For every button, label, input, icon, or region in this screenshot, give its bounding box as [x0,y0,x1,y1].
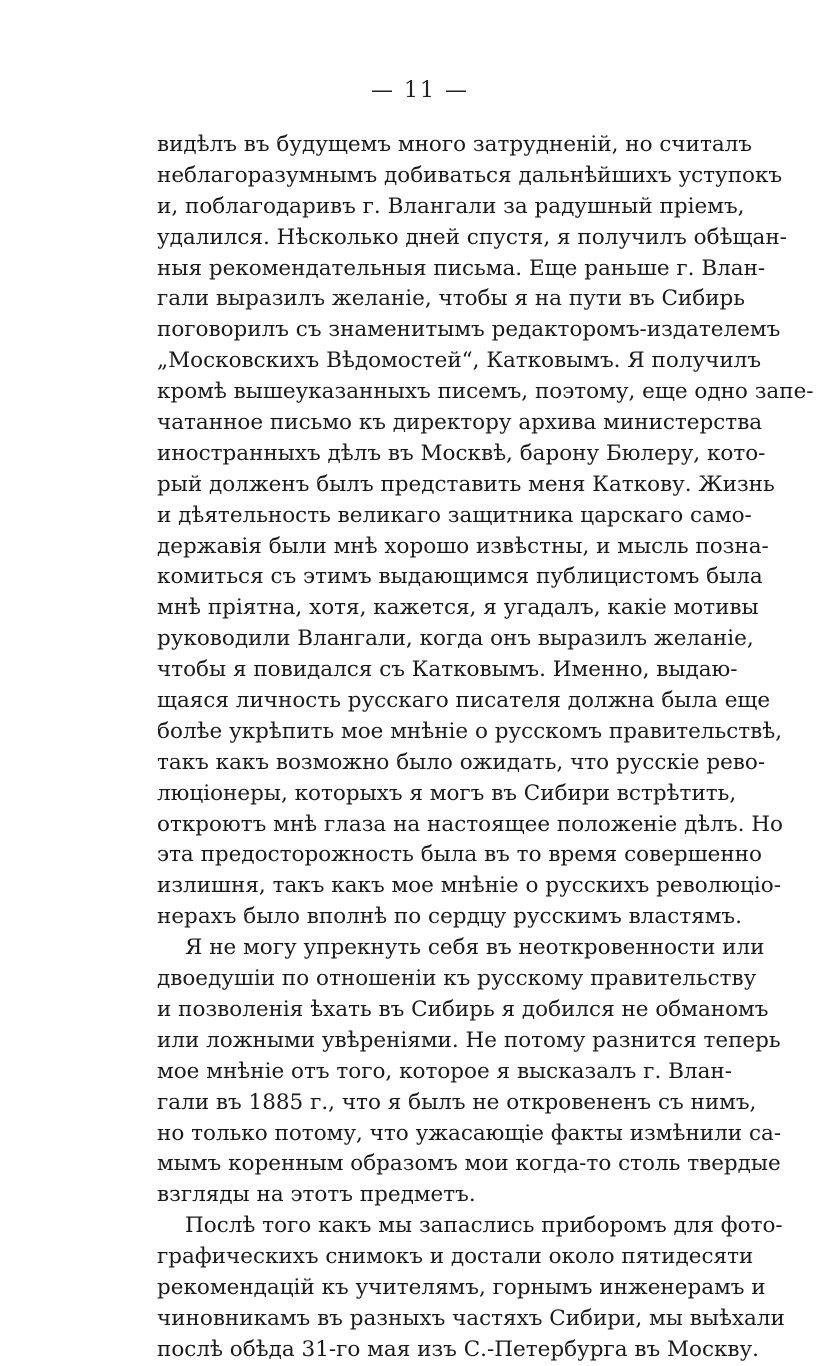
text-line: неблагоразумнымъ добиваться дальнѣйшихъ уступокъ [157,162,783,188]
text-line: и позволенія ѣхать въ Сибирь я добился не обманомъ [157,996,769,1022]
text-line: ныя рекомендательныя письма. Еще раньше г. Влан- [157,255,766,281]
text-line: и, поблагодаривъ г. Влангали за радушный пріемъ, [157,193,745,219]
text-line: чиновникамъ въ разныхъ частяхъ Сибири, мы выѣхали [157,1305,785,1331]
text-line: удалился. Нѣсколько дней спустя, я получилъ обѣщан- [157,224,787,250]
text-line: гали въ 1885 г., что я былъ не откровененъ съ нимъ, [157,1089,757,1115]
text-line: гали выразилъ желаніе, чтобы я на пути въ Сибирь [157,286,746,312]
text-line: видѣлъ въ будущемъ много затрудненій, но считалъ [157,132,752,157]
page-number: — 11 — [371,78,469,103]
text-line: откроютъ мнѣ глаза на настоящее положеніе дѣлъ. Но [157,811,783,837]
text-line: „Московскихъ Вѣдомостей“, Катковымъ. Я получилъ [157,348,762,374]
text-line: мнѣ пріятна, хотя, кажется, я угадалъ, какіе мотивы [157,595,759,621]
text-line: мымъ коренным образомъ мои когда-то столь твердые [157,1151,781,1177]
text-line: Послѣ того какъ мы запаслись приборомъ для фото- [185,1213,783,1239]
text-line: кромѣ вышеуказанныхъ писемъ, поэтому, еще одно запе- [157,379,814,405]
text-line: иностранныхъ дѣлъ въ Москвѣ, барону Бюлеру, кото- [157,440,766,466]
text-line: комиться съ этимъ выдающимся публицистомъ была [157,564,763,590]
text-line: мое мнѣніе отъ того, которое я высказалъ г. Влан- [157,1058,732,1084]
text-line: болѣе укрѣпить мое мнѣніе о русскомъ правительствѣ, [157,718,783,744]
paragraph [157,933,782,1211]
text-line: графическихъ снимокъ и достали около пятидесяти [157,1244,754,1270]
text-line: чатанное письмо къ директору архива министерства [157,410,763,436]
text-line: такъ какъ возможно было ожидать, что русскіе рево- [157,749,766,775]
text-line: двоедушіи по отношеніи къ русскому правительству [157,966,757,992]
text-line: излишня, такъ какъ мое мнѣніе о русскихъ революціо- [157,873,781,899]
paragraph [157,1211,785,1365]
text-line: руководили Влангали, когда онъ выразилъ желаніе, [157,626,754,652]
body-text [157,130,814,1366]
text-line: щаяся личность русскаго писателя должна была еще [157,688,771,714]
paragraph [157,130,814,933]
text-line: эта предосторожность была въ то время совершенно [157,842,762,868]
text-line: рекомендацій къ учителямъ, горнымъ инженерамъ и [157,1274,766,1300]
text-line: поговорилъ съ знаменитымъ редакторомъ-издателемъ [157,317,781,343]
text-line: но только потому, что ужасающіе факты измѣнили са- [157,1120,782,1146]
text-line: рый долженъ былъ представить меня Каткову. Жизнь [157,471,775,497]
text-line: взгляды на этотъ предметъ. [157,1182,476,1208]
text-line: и дѣятельность великаго защитника царскаго само- [157,502,752,528]
text-line: послѣ обѣда 31-го мая изъ С.-Петербурга въ Москву. [157,1336,760,1362]
text-line: державія были мнѣ хорошо извѣстны, и мысль позна- [157,533,769,559]
text-line: или ложными увѣреніями. Не потому разнится теперь [157,1027,781,1053]
text-line: нерахъ было вполнѣ по сердцу русскимъ властямъ. [157,904,742,930]
text-line: Я не могу упрекнуть себя въ неоткровенности или [185,935,765,961]
text-line: чтобы я повидался съ Катковымъ. Именно, выдаю- [157,657,738,683]
text-line: люціонеры, которыхъ я могъ въ Сибири встрѣтить, [157,780,737,806]
